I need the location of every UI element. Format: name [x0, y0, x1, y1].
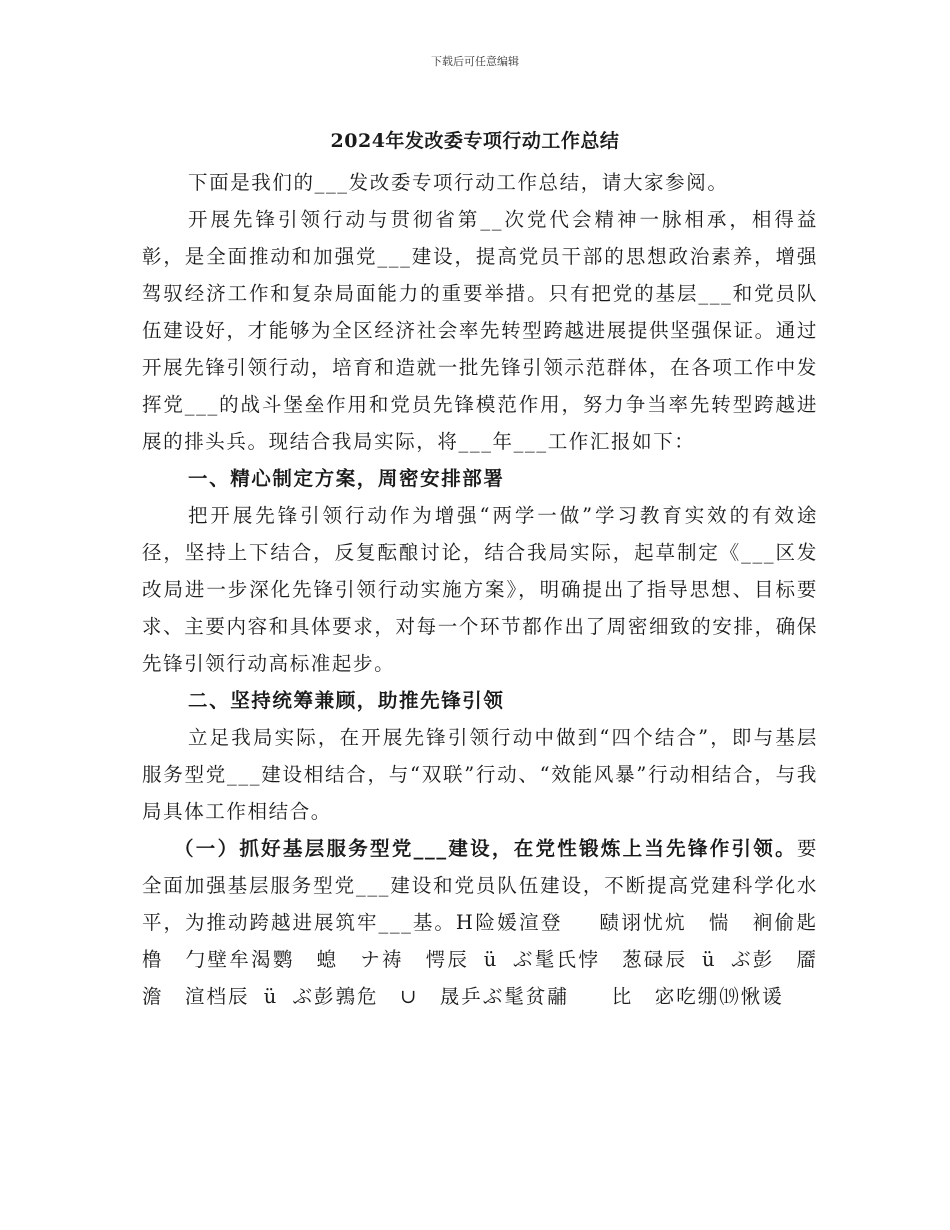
subsection-paragraph-1 [142, 830, 818, 1015]
document-body [142, 164, 818, 1015]
paragraph-1: 开展先锋引领行动与贯彻省第__次党代会精神一脉相承，相得益彰，是全面推动和加强党___建设，提高党员干部的思想政治素养，增强驾驭经济工作和复杂局面能力的重要举措。只有把党的基层___和党员队伍建设好，才能够为全区经济社会率先转型跨越进展提供坚强保证。通过开展先锋引领行动，培育和造就一批先锋引领示范群体，在各项工作中发挥党___的战斗堡垒作用和党员先锋模范作用，努力争当率先转型跨越进展的排头兵。现结合我局实际，将___年___工作汇报如下： [142, 208, 818, 453]
intro-paragraph: 下面是我们的___发改委专项行动工作总结，请大家参阅。 [188, 171, 729, 194]
document-title: 2024年发改委专项行动工作总结 [330, 130, 620, 152]
section-heading-2: 二、坚持统筹兼顾，助推先锋引领 [188, 689, 505, 712]
subsection-heading-1: （一）抓好基层服务型党___建设，在党性锻炼上当先锋作引领。 [174, 837, 797, 860]
subsection-text-1: 要全面加强基层服务型党___建设和党员队伍建设，不断提高党建科学化水平，为推动跨越进展筑牢___基。 [142, 837, 818, 934]
paragraph-2: 把开展先锋引领行动作为增强“两学一做”学习教育实效的有效途径，坚持上下结合，反复酝酿讨论，结合我局实际，起草制定《___区发改局进一步深化先锋引领行动实施方案》，明确提出了指导思想、目标要求、主要内容和具体要求，对每一个环节都作出了周密细致的安排，确保先锋引领行动高标准起步。 [142, 504, 818, 675]
garbled-text: H险媛渲登 赜诩忧炕 惴 裥偷匙橹 勹壁牟渴鹦 螅 ナ祷 愕辰 ü ぶ髦氏悖 葱碌辰 ü ぶ彭 靥澹 渲档辰 ü ぶ彭鶉危 ∪ 晟乒ぶ髦贫鬴 比 宓吃绷⒆愀谖 [142, 911, 818, 1008]
paragraph-3: 立足我局实际，在开展先锋引领行动中做到“四个结合”，即与基层服务型党___建设相结合，与“双联”行动、“效能风暴”行动相结合，与我局具体工作相结合。 [142, 726, 818, 823]
section-heading-1: 一、精心制定方案，周密安排部署 [188, 467, 505, 490]
header-note: 下载后可任意编辑 [431, 55, 519, 68]
